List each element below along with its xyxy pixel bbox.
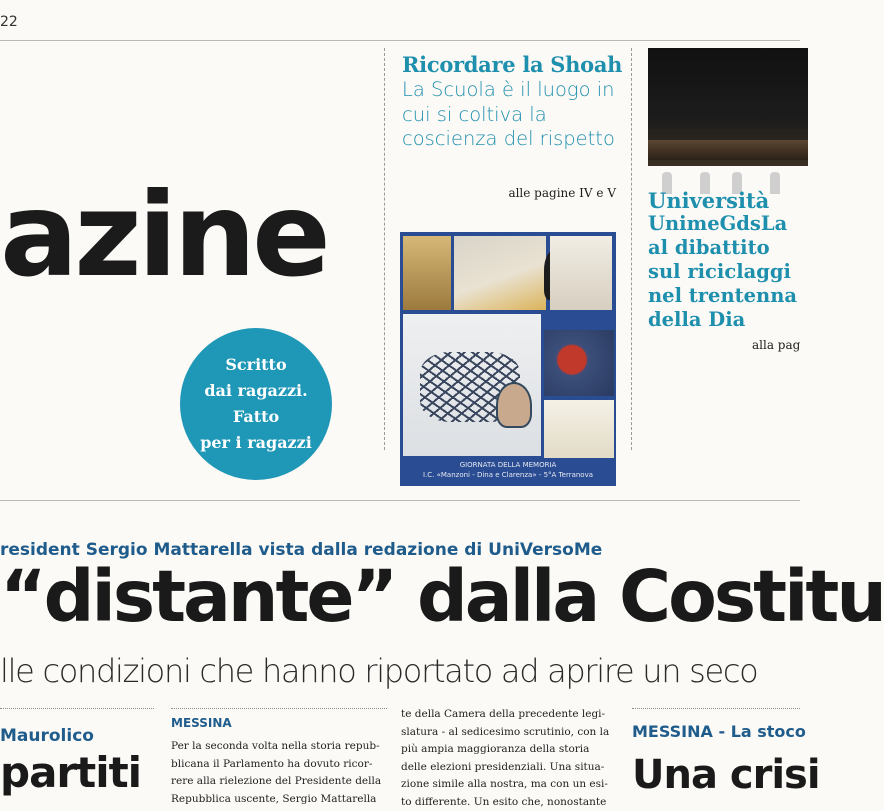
collage-photo bbox=[544, 400, 614, 458]
body-line: blicana il Parlamento ha dovuto ricor- bbox=[171, 756, 387, 774]
body-line: slatura - al sedicesimo scrutinio, con la bbox=[401, 724, 617, 742]
body-line: Per la seconda volta nella storia repub- bbox=[171, 738, 387, 756]
body-line: rere alla rielezione del Presidente della bbox=[171, 773, 387, 791]
body-line: delle elezioni presidenziali. Una situa- bbox=[401, 759, 617, 777]
column-divider bbox=[384, 48, 385, 450]
section-divider bbox=[0, 500, 800, 501]
collage-photo bbox=[550, 236, 612, 310]
masthead-title: azine bbox=[0, 178, 327, 294]
column-3-body bbox=[401, 706, 617, 811]
shoah-kicker[interactable]: Ricordare la Shoah bbox=[402, 52, 622, 77]
badge-line: Scritto bbox=[225, 352, 286, 378]
collage-photo bbox=[454, 236, 546, 310]
column-divider bbox=[631, 48, 632, 450]
top-divider bbox=[0, 40, 800, 41]
collage-caption-title: GIORNATA DELLA MEMORIA bbox=[400, 460, 616, 470]
collage-caption bbox=[400, 460, 616, 480]
collage-photo bbox=[544, 330, 614, 396]
badge-line: dai ragazzi. bbox=[204, 378, 307, 404]
badge-line: Fatto bbox=[233, 404, 279, 430]
column-2-kicker: MESSINA bbox=[171, 716, 232, 730]
body-line: Repubblica uscente, Sergio Mattarella bbox=[171, 791, 387, 809]
body-line: te della Camera della precedente legi- bbox=[401, 706, 617, 724]
shoah-page-reference: alle pagine IV e V bbox=[400, 186, 616, 200]
university-headline[interactable] bbox=[648, 212, 818, 332]
headline-line: nel trentenna bbox=[648, 284, 818, 308]
collage-caption-school: I.C. «Manzoni - Dina e Clarenza» - 5°A Terranova bbox=[400, 470, 616, 480]
page-date: 22 bbox=[0, 14, 18, 30]
collage-photo bbox=[403, 236, 451, 310]
headline-line: sul riciclaggi bbox=[648, 260, 818, 284]
badge-circle bbox=[180, 328, 332, 480]
column-1-kicker: Maurolico bbox=[0, 726, 94, 746]
child-drawing bbox=[496, 382, 532, 428]
headline-line: della Dia bbox=[648, 308, 818, 332]
column-4-kicker: MESSINA - La stoco bbox=[632, 722, 806, 741]
body-line: to differente. Un esito che, nonostante bbox=[401, 794, 617, 811]
column-top-rule bbox=[632, 708, 800, 709]
university-page-reference: alla pag bbox=[752, 338, 800, 352]
column-top-rule bbox=[0, 708, 154, 709]
conference-stage bbox=[648, 140, 808, 160]
main-story-headline[interactable]: “distante” dalla Costitu bbox=[0, 558, 884, 636]
body-line: zione simile alla nostra, ma con un esi- bbox=[401, 776, 617, 794]
column-1-headline[interactable]: partiti bbox=[0, 748, 141, 797]
body-line: più ampia maggioranza della storia bbox=[401, 741, 617, 759]
shoah-photo-collage[interactable] bbox=[400, 232, 616, 486]
main-story-subhead: lle condizioni che hanno riportato ad aprire un seco bbox=[0, 652, 757, 690]
column-2-body bbox=[171, 738, 387, 808]
university-kicker[interactable]: Università bbox=[648, 188, 769, 213]
shoah-headline[interactable]: La Scuola è il luogo in cui si coltiva la coscienza del rispetto bbox=[402, 78, 627, 152]
headline-line: UnimeGdsLa bbox=[648, 212, 818, 236]
panelist-figure bbox=[770, 172, 780, 194]
column-4-headline[interactable]: Una crisi bbox=[632, 752, 820, 798]
column-top-rule bbox=[171, 708, 387, 709]
headline-line: al dibattito bbox=[648, 236, 818, 260]
badge-line: per i ragazzi bbox=[200, 430, 312, 456]
main-story-overline: resident Sergio Mattarella vista dalla redazione di UniVersoMe bbox=[0, 540, 602, 560]
